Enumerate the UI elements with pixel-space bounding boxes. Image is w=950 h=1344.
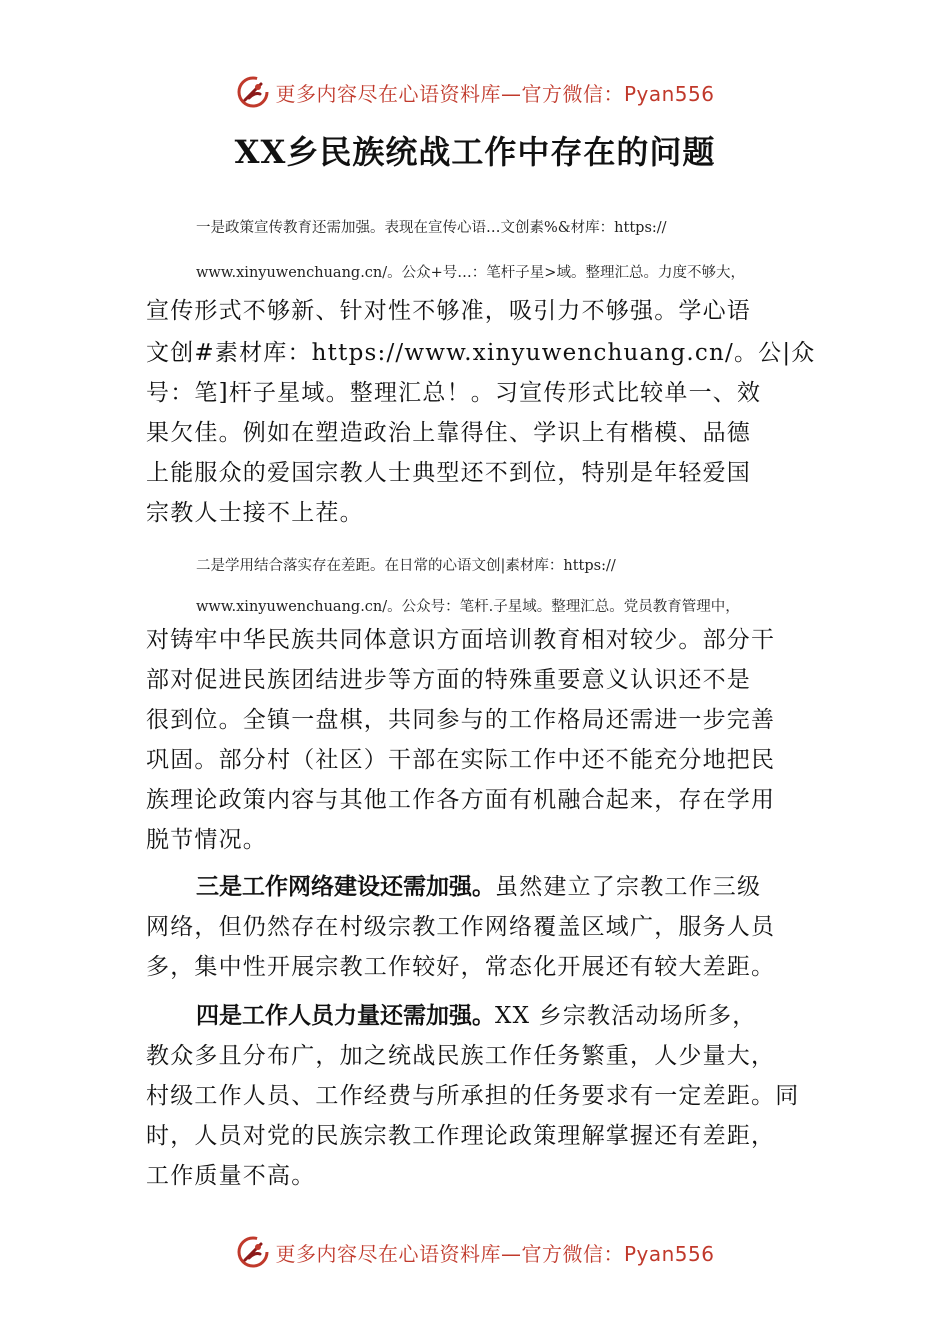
paragraph1-line-3: 号：笔]杆子星域。整理汇总！。习宣传形式比较单一、效	[146, 380, 762, 406]
banner-text: 更多内容尽在心语资料库—官方微信：Pyan556	[275, 1241, 715, 1266]
paragraph1-small-line-1: 一是政策宣传教育还需加强。表现在宣传心语…文创素%&材库：https://	[196, 220, 667, 236]
paragraph2-line-2: 部对促进民族团结进步等方面的特殊重要意义认识还不是	[146, 667, 751, 693]
brush-circle-logo-icon	[235, 1234, 271, 1270]
paragraph2-line-5: 族理论政策内容与其他工作各方面有机融合起来，存在学用	[146, 787, 776, 813]
paragraph1-line-5: 上能服众的爱国宗教人士典型还不到位，特别是年轻爱国	[146, 460, 751, 486]
paragraph3-line-2: 多，集中性开展宗教工作较好，常态化开展还有较大差距。	[146, 954, 776, 980]
paragraph4-line-3: 时，人员对党的民族宗教工作理论政策理解掌握还有差距，	[146, 1123, 776, 1149]
brush-circle-logo-icon	[235, 74, 271, 110]
paragraph2-line-1: 对铸牢中华民族共同体意识方面培训教育相对较少。部分干	[146, 627, 776, 653]
paragraph1-line-2: 文创#素材库：https://www.xinyuwenchuang.cn/。公|众	[146, 340, 816, 366]
paragraph2-small-line-1: 二是学用结合落实存在差距。在日常的心语文创|素材库：https://	[196, 558, 616, 574]
paragraph2-line-6: 脱节情况。	[146, 827, 267, 853]
paragraph3-line-1: 网络，但仍然存在村级宗教工作网络覆盖区域广，服务人员	[146, 914, 776, 940]
paragraph3-first-line	[196, 867, 761, 907]
paragraph4-line-1: 教众多且分布广，加之统战民族工作任务繁重，人少量大，	[146, 1043, 776, 1069]
paragraph2-line-3: 很到位。全镇一盘棋，共同参与的工作格局还需进一步完善	[146, 707, 776, 733]
paragraph4-first-line	[196, 996, 756, 1036]
paragraph4-heading: 四是工作人员力量还需加强。	[196, 1003, 495, 1029]
header-banner	[0, 70, 950, 114]
paragraph3-first-rest: 虽然建立了宗教工作三级	[495, 874, 762, 900]
paragraph4-line-4: 工作质量不高。	[146, 1163, 316, 1189]
paragraph3-heading: 三是工作网络建设还需加强。	[196, 874, 495, 900]
paragraph1-line-6: 宗教人士接不上茬。	[146, 500, 364, 526]
paragraph2-line-4: 巩固。部分村（社区）干部在实际工作中还不能充分地把民	[146, 747, 776, 773]
paragraph2-small-line-2: www.xinyuwenchuang.cn/。公众号：笔杆.子星域。整理汇总。党员教育管理中，	[196, 599, 740, 615]
paragraph1-line-1: 宣传形式不够新、针对性不够准，吸引力不够强。学心语	[146, 298, 751, 324]
paragraph4-first-rest: XX 乡宗教活动场所多，	[495, 1003, 757, 1029]
banner-text: 更多内容尽在心语资料库—官方微信：Pyan556	[275, 81, 715, 106]
page-title: XX乡民族统战工作中存在的问题	[234, 133, 716, 171]
paragraph1-line-4: 果欠佳。例如在塑造政治上靠得住、学识上有楷模、品德	[146, 420, 751, 446]
footer-banner	[0, 1230, 950, 1274]
paragraph4-line-2: 村级工作人员、工作经费与所承担的任务要求有一定差距。同	[146, 1083, 800, 1109]
paragraph1-small-line-2: www.xinyuwenchuang.cn/。公众+号…：笔杆子星>域。整理汇总。力度不够大，	[196, 265, 745, 281]
